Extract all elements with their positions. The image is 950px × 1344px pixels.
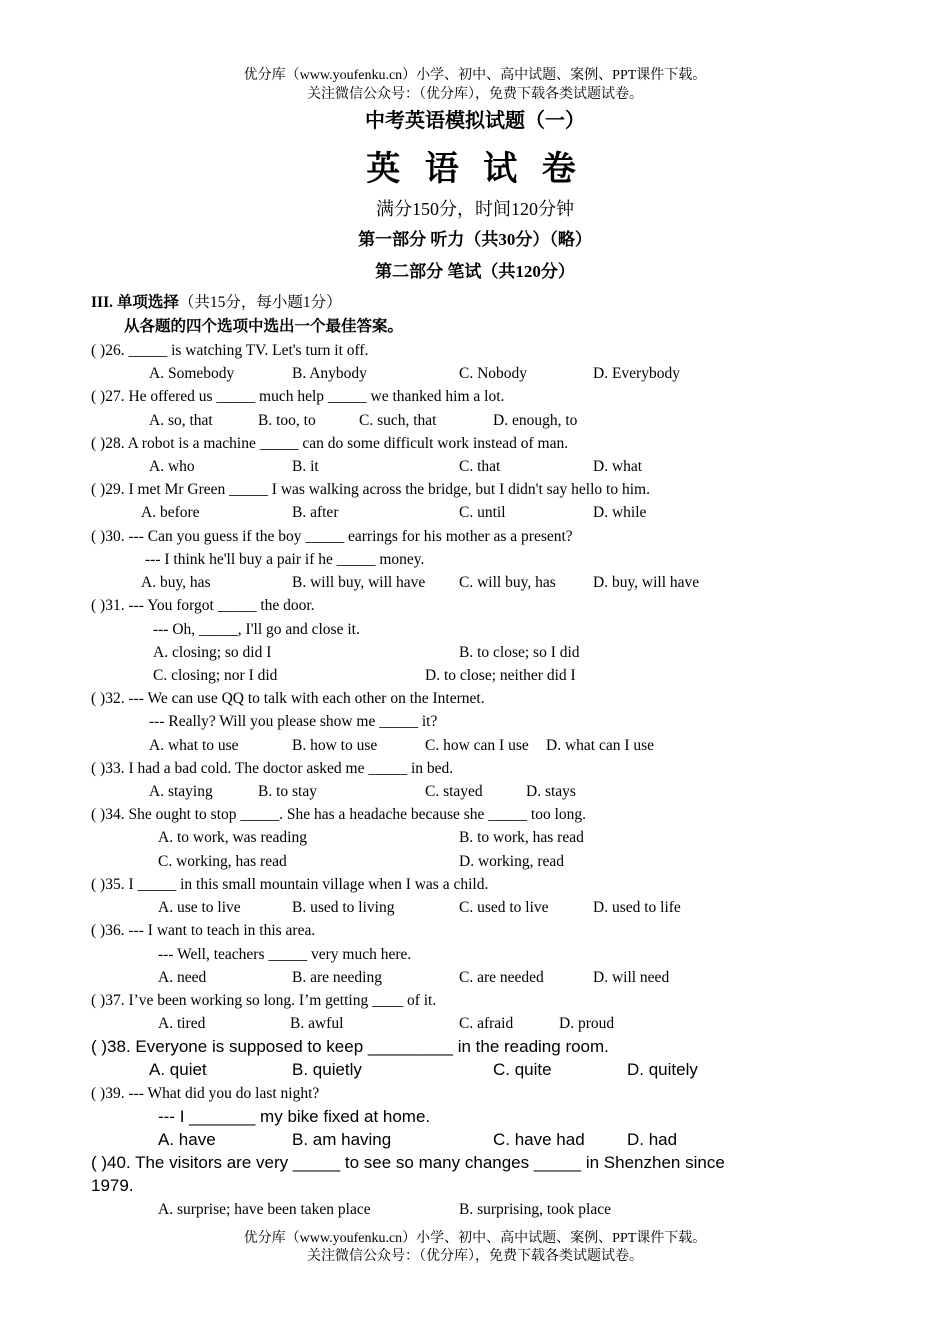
score-time: 满分150分，时间120分钟	[376, 199, 574, 219]
q37-option-b: B. awful	[290, 1015, 344, 1032]
q31-option-c: C. closing; nor I did	[153, 667, 278, 684]
part-two-heading: 第二部分 笔试（共120分）	[375, 262, 575, 281]
q37-option-a: A. tired	[158, 1015, 206, 1032]
q39-option-d: D. had	[627, 1130, 678, 1149]
q27-option-c: C. such, that	[359, 412, 437, 429]
q37-stem: ( )37. I’ve been working so long. I’m getting ____ of it.	[91, 992, 437, 1009]
q36-option-b: B. are needing	[292, 969, 382, 986]
q30-stem: ( )30. --- Can you guess if the boy _____ earrings for his mother as a present?	[91, 528, 573, 545]
q36-option-d: D. will need	[593, 969, 670, 986]
header-line-2: 关注微信公众号：（优分库），免费下载各类试题试卷。	[307, 87, 643, 102]
q35-option-b: B. used to living	[292, 899, 395, 916]
q26-option-b: B. Anybody	[292, 365, 367, 382]
q33-option-d: D. stays	[526, 783, 576, 800]
header-line-1: 优分库（www.youfenku.cn）小学、初中、高中试题、案例、PPT课件下载。	[243, 68, 707, 83]
q35-option-a: A. use to live	[158, 899, 241, 916]
q33-stem: ( )33. I had a bad cold. The doctor asked me _____ in bed.	[91, 760, 454, 777]
q36-option-a: A. need	[158, 969, 207, 986]
q38-option-b: B. quietly	[292, 1060, 362, 1079]
section-instruction: 从各题的四个选项中选出一个最佳答案。	[124, 318, 404, 335]
q32-option-d: D. what can I use	[546, 737, 655, 754]
q29-option-d: D. while	[593, 504, 647, 521]
footer-line-2: 关注微信公众号：（优分库），免费下载各类试题试卷。	[307, 1249, 643, 1264]
q26-option-d: D. Everybody	[593, 365, 680, 382]
q34-option-c: C. working, has read	[158, 853, 287, 870]
q38-option-d: D. quitely	[627, 1060, 698, 1079]
q38-option-c: C. quite	[493, 1060, 552, 1079]
q37-option-c: C. afraid	[459, 1015, 514, 1032]
part-one-heading: 第一部分 听力（共30分）（略）	[358, 230, 592, 249]
q32-option-a: A. what to use	[149, 737, 239, 754]
q26-option-a: A. Somebody	[149, 365, 235, 382]
q30-option-a: A. buy, has	[141, 574, 211, 591]
q27-option-d: D. enough, to	[493, 412, 578, 429]
q38-option-a: A. quiet	[149, 1060, 207, 1079]
q26-stem: ( )26. _____ is watching TV. Let's turn it off.	[91, 342, 369, 359]
q27-stem: ( )27. He offered us _____ much help _____ we thanked him a lot.	[91, 388, 505, 405]
q39-option-c: C. have had	[493, 1130, 585, 1149]
q30-option-d: D. buy, will have	[593, 574, 700, 591]
q36-stem: ( )36. --- I want to teach in this area.	[91, 922, 316, 939]
footer-line-1: 优分库（www.youfenku.cn）小学、初中、高中试题、案例、PPT课件下载。	[243, 1231, 707, 1246]
q28-option-b: B. it	[292, 458, 319, 475]
q37-option-d: D. proud	[559, 1015, 615, 1032]
q40-stem: ( )40. The visitors are very _____ to see so many changes _____ in Shenzhen since	[91, 1153, 725, 1172]
q36-option-c: C. are needed	[459, 969, 544, 986]
q34-option-a: A. to work, was reading	[158, 829, 307, 846]
q40-stem-continued: 1979.	[91, 1176, 134, 1195]
q31-stem: ( )31. --- You forgot _____ the door.	[91, 597, 315, 614]
q30-stem-reply: --- I think he'll buy a pair if he _____ money.	[145, 551, 425, 568]
q39-option-b: B. am having	[292, 1130, 392, 1149]
q34-option-b: B. to work, has read	[459, 829, 584, 846]
q27-option-a: A. so, that	[149, 412, 213, 429]
q35-option-d: D. used to life	[593, 899, 681, 916]
q32-option-b: B. how to use	[292, 737, 378, 754]
section-heading	[91, 293, 342, 313]
q33-option-b: B. to stay	[258, 783, 317, 800]
q28-option-d: D. what	[593, 458, 643, 475]
section-heading-label: III. 单项选择	[91, 294, 179, 311]
q27-option-b: B. too, to	[258, 412, 316, 429]
q28-option-a: A. who	[149, 458, 195, 475]
q40-option-a: A. surprise; have been taken place	[158, 1201, 371, 1218]
q29-stem: ( )29. I met Mr Green _____ I was walking across the bridge, but I didn't say hello to him.	[91, 481, 650, 498]
q32-stem: ( )32. --- We can use QQ to talk with each other on the Internet.	[91, 690, 485, 707]
section-heading-detail: （共15分，每小题1分）	[178, 294, 342, 311]
q39-option-a: A. have	[158, 1130, 216, 1149]
q40-option-b: B. surprising, took place	[459, 1201, 611, 1218]
q28-stem: ( )28. A robot is a machine _____ can do some difficult work instead of man.	[91, 435, 569, 452]
q30-option-b: B. will buy, will have	[292, 574, 426, 591]
q26-option-c: C. Nobody	[459, 365, 528, 382]
exam-title: 中考英语模拟试题（一）	[365, 110, 585, 132]
q31-option-b: B. to close; so I did	[459, 644, 580, 661]
q35-option-c: C. used to live	[459, 899, 549, 916]
q31-option-a: A. closing; so did I	[153, 644, 272, 661]
q33-option-a: A. staying	[149, 783, 213, 800]
q33-option-c: C. stayed	[425, 783, 483, 800]
q34-option-d: D. working, read	[459, 853, 565, 870]
q36-stem-reply: --- Well, teachers _____ very much here.	[158, 946, 412, 963]
q31-stem-reply: --- Oh, _____, I'll go and close it.	[153, 621, 360, 638]
q29-option-b: B. after	[292, 504, 339, 521]
q31-option-d: D. to close; neither did I	[425, 667, 576, 684]
q39-stem-reply: --- I _______ my bike fixed at home.	[158, 1107, 431, 1126]
q30-option-c: C. will buy, has	[459, 574, 556, 591]
q28-option-c: C. that	[459, 458, 501, 475]
paper-title: 英 语 试 卷	[366, 151, 584, 188]
q34-stem: ( )34. She ought to stop _____. She has a headache because she _____ too long.	[91, 806, 587, 823]
q35-stem: ( )35. I _____ in this small mountain village when I was a child.	[91, 876, 489, 893]
q29-option-c: C. until	[459, 504, 506, 521]
q29-option-a: A. before	[141, 504, 200, 521]
q32-stem-reply: --- Really? Will you please show me _____ it?	[149, 713, 438, 730]
q39-stem: ( )39. --- What did you do last night?	[91, 1085, 320, 1102]
q32-option-c: C. how can I use	[425, 737, 529, 754]
q38-stem: ( )38. Everyone is supposed to keep _________ in the reading room.	[91, 1037, 609, 1056]
